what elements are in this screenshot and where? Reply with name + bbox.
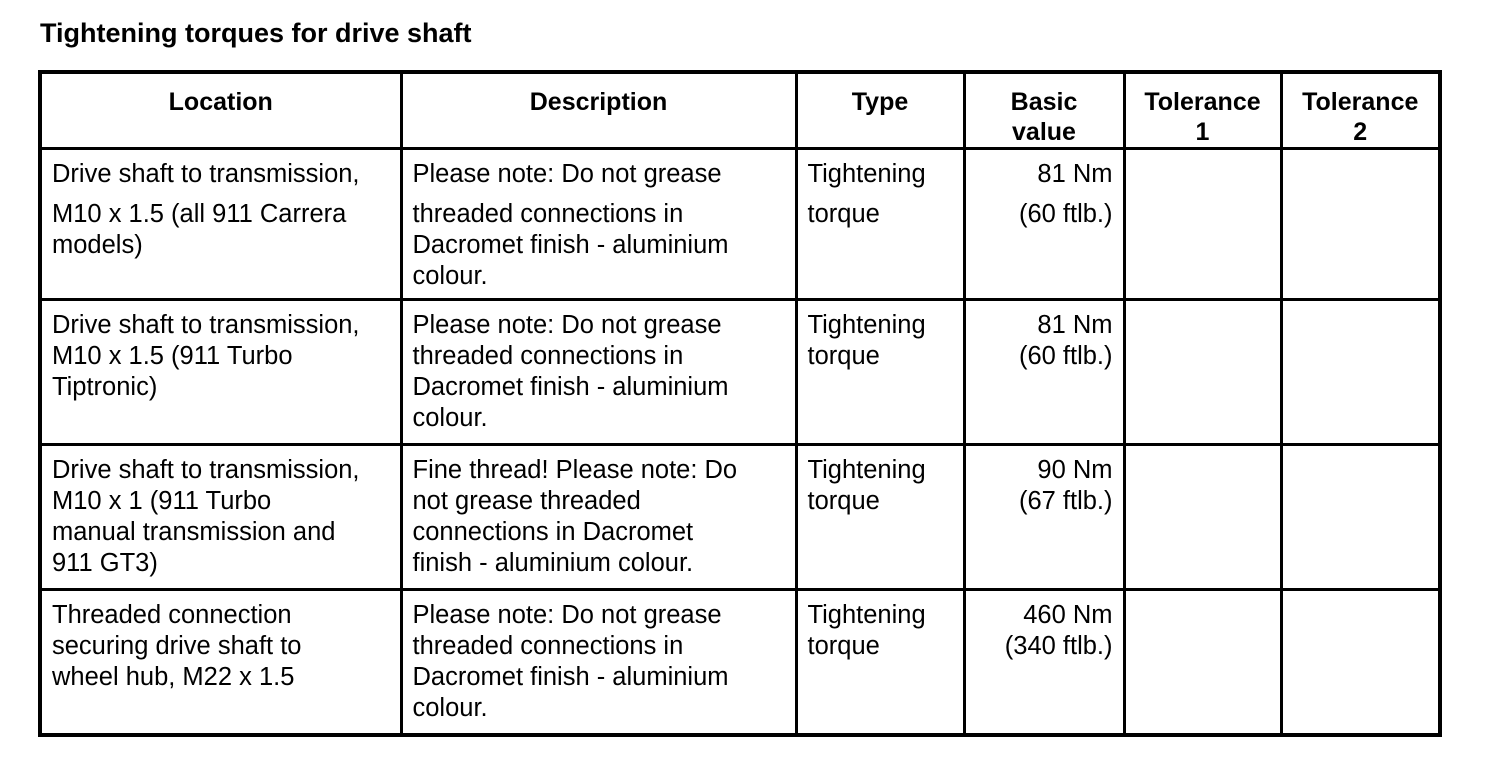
table-row xyxy=(40,149,1440,300)
header-row xyxy=(40,72,1440,149)
header-tolerance-1: Tolerance 1 xyxy=(1124,72,1281,149)
cell-basic-value: 90 Nm (67 ftlb.) xyxy=(964,445,1124,590)
table-row xyxy=(40,445,1440,590)
cell-tolerance-2 xyxy=(1281,590,1440,735)
page-title: Tightening torques for drive shaft xyxy=(40,18,472,48)
cell-basic-value: 81 Nm (60 ftlb.) xyxy=(964,149,1124,300)
cell-type: Tightening torque xyxy=(796,445,964,590)
header-location: Location xyxy=(40,72,401,149)
cell-type: Tightening torque xyxy=(796,590,964,735)
cell-tolerance-1 xyxy=(1124,300,1281,445)
cell-type: Tightening torque xyxy=(796,149,964,300)
cell-tolerance-1 xyxy=(1124,590,1281,735)
torque-table xyxy=(38,70,1442,737)
cell-location: Drive shaft to transmission, M10 x 1.5 (all 911 Carrera models) xyxy=(40,149,401,300)
cell-tolerance-2 xyxy=(1281,300,1440,445)
cell-location: Drive shaft to transmission, M10 x 1.5 (911 Turbo Tiptronic) xyxy=(40,300,401,445)
cell-tolerance-1 xyxy=(1124,445,1281,590)
cell-location: Drive shaft to transmission, M10 x 1 (911 Turbo manual transmission and 911 GT3) xyxy=(40,445,401,590)
cell-basic-value: 460 Nm (340 ftlb.) xyxy=(964,590,1124,735)
table-row xyxy=(40,590,1440,735)
cell-description: Fine thread! Please note: Do not grease threaded connections in Dacromet finish - aluminium colour. xyxy=(401,445,796,590)
cell-description: Please note: Do not grease threaded connections in Dacromet finish - aluminium colour. xyxy=(401,300,796,445)
cell-basic-value: 81 Nm (60 ftlb.) xyxy=(964,300,1124,445)
header-description: Description xyxy=(401,72,796,149)
cell-type: Tightening torque xyxy=(796,300,964,445)
cell-tolerance-2 xyxy=(1281,445,1440,590)
cell-description: Please note: Do not grease threaded connections in Dacromet finish - aluminium colour. xyxy=(401,149,796,300)
cell-tolerance-2 xyxy=(1281,149,1440,300)
cell-tolerance-1 xyxy=(1124,149,1281,300)
header-basic-value: Basic value xyxy=(964,72,1124,149)
header-tolerance-2: Tolerance 2 xyxy=(1281,72,1440,149)
cell-location: Threaded connection securing drive shaft to wheel hub, M22 x 1.5 xyxy=(40,590,401,735)
table-row xyxy=(40,300,1440,445)
header-type: Type xyxy=(796,72,964,149)
cell-description: Please note: Do not grease threaded connections in Dacromet finish - aluminium colour. xyxy=(401,590,796,735)
